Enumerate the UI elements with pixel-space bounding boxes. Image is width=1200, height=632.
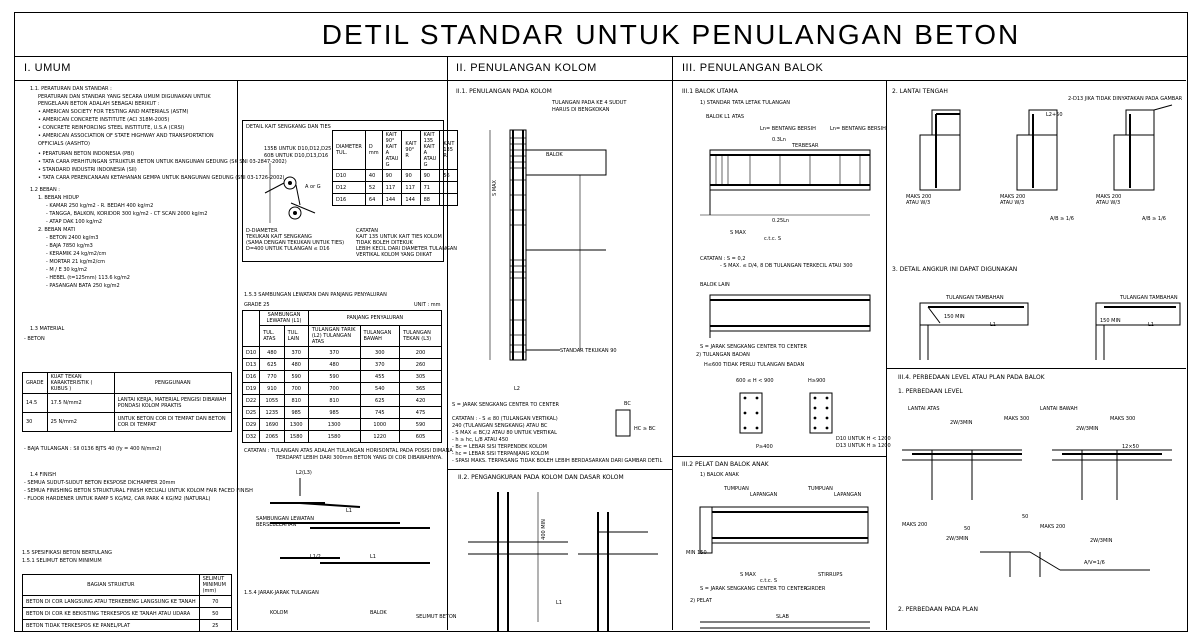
maks300-label: MAKS 300 — [1110, 416, 1136, 422]
smax-label: S MAX — [740, 572, 756, 578]
mati-row: - MORTAR 21 kg/m2/cm — [46, 259, 105, 265]
section-umum: I. UMUM — [24, 62, 71, 74]
atas-label: LANTAI ATAS — [908, 406, 940, 412]
standard-item: • AMERICAN ASSOCIATION OF STATE HIGHWAY AND TRANSPORTATION — [38, 133, 214, 139]
standar-label: 1) STANDAR TATA LETAK TULANGAN — [700, 100, 791, 106]
pelat-label: 2) PELAT — [690, 598, 712, 604]
balok-utama-drawing — [690, 145, 880, 225]
section-kolom: II. PENULANGAN KOLOM — [456, 62, 597, 74]
tumpuan-label: TUMPUAN — [808, 486, 833, 492]
kait-table — [332, 130, 458, 206]
kait-catatan: KAIT 135 UNTUK KAIT TIES KOLOM — [356, 234, 442, 240]
spesifikasi-heading: 1.5 SPESIFIKASI BETON BERTULANG — [22, 550, 112, 556]
grade-table — [22, 372, 232, 432]
lantai-title: 2. LANTAI TENGAH — [892, 88, 948, 95]
l2-label: L2+50 — [1046, 112, 1063, 118]
l2l3-label: L2(L3) — [296, 470, 312, 476]
bc-label: BC — [624, 401, 631, 407]
standard-item: • TATA CARA PERHITUNGAN STRUKTUR BETON UNTUK BANGUNAN GEDUNG (SK SNI 03-2847-2002) — [38, 159, 287, 165]
min150-label: MIN 150 — [686, 550, 707, 556]
jarak-heading: 1.5.4 JARAK-JARAK TULANGAN — [244, 590, 319, 596]
kait-catatan: VERTIKAL KOLOM YANG DIIKAT — [356, 252, 432, 258]
table-cell: 625 — [260, 359, 284, 371]
td: 90 — [420, 170, 440, 182]
d10-label: D13 UNTUK H ≥ 1200 — [836, 443, 891, 449]
anchor-label: A or G — [305, 184, 321, 190]
th: PANJANG PENYALURAN — [308, 311, 441, 326]
kait-catatan: CATATAN — [356, 228, 379, 234]
td: D10 — [333, 170, 366, 182]
l1-label: L1 — [556, 600, 562, 606]
atau-label: ATAU W/3 — [1000, 200, 1025, 206]
peraturan-heading: 1.1. PERATURAN DAN STANDAR : — [30, 86, 112, 92]
l2-label: L2 — [514, 386, 520, 392]
cts-label: c.t.c. S — [760, 578, 777, 584]
table-row — [243, 359, 442, 371]
table-row — [243, 407, 442, 419]
s-jarak: S = JARAK SENGKANG CENTER TO CENTER — [700, 344, 807, 350]
beton-label: - BETON — [24, 336, 45, 342]
h1-label: 600 ≤ H < 900 — [736, 378, 774, 384]
standard-item: • STANDARD INDUSTRI INDONESIA (SII) — [38, 167, 137, 173]
table-cell: D22 — [243, 395, 260, 407]
td: 40 — [365, 170, 382, 182]
th: DIAMETER TUL. — [333, 131, 366, 170]
selimut-table — [22, 574, 232, 632]
angkur-drawing — [892, 295, 1182, 365]
balok-lain-drawing — [690, 290, 880, 340]
td: 56 — [440, 170, 458, 182]
td: D16 — [333, 194, 366, 206]
kolom-elevation — [480, 110, 620, 370]
maks-label: MAKS 200 — [1000, 194, 1026, 200]
table-cell: D19 — [243, 383, 260, 395]
divider-kolom — [447, 469, 672, 470]
level-title: 1. PERBEDAAN LEVEL — [898, 388, 963, 395]
td: 71 — [420, 182, 440, 194]
table-row — [243, 383, 442, 395]
table-cell: 625 — [360, 395, 400, 407]
p400-label: P≥400 — [756, 444, 773, 450]
kolom-catatan: - Bc = LEBAR SISI TERPENDEK KOLOM — [452, 444, 547, 450]
balok-sub2: III.2 PELAT DAN BALOK ANAK — [682, 461, 769, 468]
balok-anak: 1) BALOK ANAK — [700, 472, 739, 478]
balok-label: BALOK — [546, 152, 563, 158]
kolom-catatan: - h ≥ hc, L/8 ATAU 450 — [452, 437, 509, 443]
standard-item: • AMERICAN SOCIETY FOR TESTING AND MATERIALS (ASTM) — [38, 109, 189, 115]
divider-4 — [886, 80, 887, 630]
balok-lain: BALOK LAIN — [700, 282, 730, 288]
girder-label: GIRDER — [806, 586, 826, 592]
table-cell: 745 — [360, 407, 400, 419]
stirrups-label: STIRRUPS — [818, 572, 843, 578]
sambungan-title: 1.5.3 SAMBUNGAN LEWATAN DAN PANJANG PENYALURAN — [244, 292, 387, 298]
balok-l1-atas: BALOK L1 ATAS — [706, 114, 745, 120]
bagian-cell: BETON TIDAK TERKESPOS KE PANEL/PLAT — [23, 620, 200, 632]
header-divider — [14, 80, 1186, 81]
td — [440, 182, 458, 194]
selimut-label: SELIMUT BETON — [416, 614, 457, 620]
lewatan-label: SAMBUNGAN LEWATAN — [256, 516, 314, 522]
balok-sub1: III.1 BALOK UTAMA — [682, 88, 738, 95]
table-cell: D29 — [243, 419, 260, 431]
slab-label: SLAB — [776, 614, 789, 620]
th: TULANGAN BAWAH — [360, 326, 400, 347]
hidup-row: - KAMAR 250 kg/m2 - R. BEDAH 400 kg/m2 — [46, 203, 154, 209]
table-cell: 540 — [360, 383, 400, 395]
table-row — [243, 431, 442, 443]
dim-label: 2W/3MIN — [946, 536, 969, 542]
table-cell: 300 — [360, 347, 400, 359]
min150-label: 150 MIN — [944, 314, 965, 320]
bentang-label: Ln= BENTANG BERSIH — [830, 126, 886, 132]
table-cell: 605 — [400, 431, 442, 443]
table-cell: 910 — [260, 383, 284, 395]
table-cell: 590 — [284, 371, 308, 383]
table-cell: 810 — [308, 395, 360, 407]
kolom-sub1: II.1. PENULANGAN PADA KOLOM — [456, 88, 552, 95]
standar-label: STANDAR TEKUKAN 90 — [560, 348, 617, 354]
penggunaan-cell: LANTAI KERJA, MATERIAL PENGISI DIBAWAH PONDASI KOLOM PRAKTIS — [114, 394, 231, 413]
kolom-catatan: - S MAX ≤ BC/2 ATAU 80 UNTUK VERTIKAL — [452, 430, 557, 436]
kait-legend: D=400 UNTUK TULANGAN ≤ D16 — [246, 246, 330, 252]
hc-label: HC ≥ BC — [634, 426, 656, 432]
table-cell: D32 — [243, 431, 260, 443]
standard-item: • CONCRETE REINFORCING STEEL INSTITUTE, U.S.A (CRSI) — [38, 125, 185, 131]
kolom-sub2: II.2. PENGANGKURAN PADA KOLOM DAN DASAR KOLOM — [458, 474, 624, 481]
table-cell: 1235 — [260, 407, 284, 419]
finish-item: - SEMUA SUDUT-SUDUT BETON EKSPOSE DICHAMFER 20mm — [24, 480, 176, 486]
grade-cell: 30 — [23, 413, 48, 432]
plan-title: 2. PERBEDAAN PADA PLAN — [898, 606, 978, 613]
table-cell: 590 — [308, 371, 360, 383]
th: TULANGAN TEKAN (L3) — [400, 326, 442, 347]
table-cell: 475 — [400, 407, 442, 419]
lantai-note: 2-D13 JIKA TIDAK DINYATAKAN PADA GAMBAR — [1068, 96, 1183, 102]
l1-label: L1 — [1148, 322, 1154, 328]
kait-catatan: TIDAK BOLEH DITEKUK — [356, 240, 413, 246]
table-cell: 200 — [400, 347, 442, 359]
tambahan-label: TULANGAN TAMBAHAN — [1120, 295, 1178, 301]
table-row — [243, 395, 442, 407]
td: 90 — [382, 170, 402, 182]
grade-label: GRADE 25 — [244, 302, 270, 308]
kolom-note: TULANGAN PADA KE 4 SUDUT — [552, 100, 627, 106]
td: 90 — [402, 170, 420, 182]
d10-label: D10 UNTUK H < 1200 — [836, 436, 891, 442]
l1-label: L1 — [346, 508, 352, 514]
smax-label: S MAX — [492, 180, 498, 196]
sheet-title: DETIL STANDAR UNTUK PENULANGAN BETON — [321, 19, 1021, 50]
th: KAIT 135 KAIT A ATAU G — [420, 131, 440, 170]
material-heading: 1.3 MATERIAL — [30, 326, 65, 332]
kait-legend: TEKUKAN KAIT SENGKANG — [246, 234, 312, 240]
table-cell: 1300 — [308, 419, 360, 431]
mati-row: - KERAMIK 24 kg/m2/cm — [46, 251, 107, 257]
penggunaan-header: PENGGUNAAN — [114, 373, 231, 394]
kait-legend: D-DIAMETER — [246, 228, 278, 234]
table-cell: D13 — [243, 359, 260, 371]
th: D mm — [365, 131, 382, 170]
atau-label: ATAU W/3 — [1096, 200, 1121, 206]
td: 64 — [365, 194, 382, 206]
lewatan-label: BERSEBELAHAN — [256, 522, 297, 528]
maks300-label: MAKS 300 — [1004, 416, 1030, 422]
kolom-catatan: CATATAN : - S ≤ 80 (TULANGAN VERTIKAL) — [452, 416, 558, 422]
l1-label: L1 — [370, 554, 376, 560]
level-drawing-2 — [970, 542, 1170, 582]
bentang-label: Ln= BENTANG BERSIH — [760, 126, 816, 132]
td: D12 — [333, 182, 366, 194]
kolom-catatan: - hc = LEBAR SISI TERPANJANG KOLOM — [452, 451, 549, 457]
grade-header: GRADE — [23, 373, 48, 394]
mati-row: - BETON 2400 kg/m3 — [46, 235, 99, 241]
table-row — [243, 371, 442, 383]
kolom-label: KOLOM — [270, 610, 288, 616]
table-cell: 2065 — [260, 431, 284, 443]
dim-label: 2W/3MIN — [1076, 426, 1099, 432]
balok-catatan: - S MAX. ≤ D/4, 8 DB TULANGAN TERKECIL ATAU 300 — [720, 263, 853, 269]
table-row — [243, 347, 442, 359]
kolom-s: S = JARAK SENGKANG CENTER TO CENTER — [452, 402, 559, 408]
l1-label: L1 — [990, 322, 996, 328]
table-cell: 770 — [260, 371, 284, 383]
selimut-cell: 50 — [199, 608, 231, 620]
selimut-cell: 25 — [199, 620, 231, 632]
pengangkuran-drawing — [458, 492, 658, 632]
td: 144 — [402, 194, 420, 206]
min150-label: 150 MIN — [1100, 318, 1121, 324]
maks-label: MAKS 200 — [1096, 194, 1122, 200]
bawah-label: LANTAI BAWAH — [1040, 406, 1078, 412]
kolom-catatan: - SPASI MAKS. TERPASANG TIDAK BOLEH LEBIH BERDASARKAN DARI GAMBAR DETIL — [452, 458, 663, 464]
maks200-label: MAKS 200 — [1040, 524, 1066, 530]
td: 88 — [420, 194, 440, 206]
kait-legend: (SAMA DENGAN TEKUKAN UNTUK TIES) — [246, 240, 345, 246]
h2-label: H≥900 — [808, 378, 826, 384]
dim2-label: 12×50 — [1122, 444, 1139, 450]
maks-label: MAKS 200 — [906, 194, 932, 200]
kolom-note: HARUS DI BENGKOKAN — [552, 107, 610, 113]
lapangan-label: LAPANGAN — [750, 492, 778, 498]
table-cell: 305 — [400, 371, 442, 383]
table-cell: D25 — [243, 407, 260, 419]
th: KAIT 135 R — [440, 131, 458, 170]
bagian-header: BAGIAN STRUKTUR — [23, 575, 200, 596]
bagian-cell: BETON DI COR LANGSUNG ATAU TERKEBENG LANGSUNG KE TANAH — [23, 596, 200, 608]
baja-tulangan: - BAJA TULANGAN : SII 0136 BJTS 40 (fy = 400 N/mm2) — [24, 446, 162, 452]
table-cell: 985 — [284, 407, 308, 419]
th: KAIT 90° R — [402, 131, 420, 170]
standard-item: • AMERICAN CONCRETE INSTITUTE (ACI 318M-2005) — [38, 117, 170, 123]
table-cell: 480 — [284, 359, 308, 371]
maks200-label: MAKS 200 — [902, 522, 928, 528]
pelat-drawing — [690, 620, 880, 630]
td: 117 — [402, 182, 420, 194]
table-cell: 1690 — [260, 419, 284, 431]
penggunaan-cell: UNTUK BETON COR DI TEMPAT DAN BETON COR DI TEMPAT — [114, 413, 231, 432]
kait-title: DETAIL KAIT SENGKANG DAN TIES — [246, 124, 331, 130]
finish-item: - SEMUA FINISHING BETON STRUKTURAL FINISH KECUALI UNTUK KOLOM FAIR FACED FINISH — [24, 488, 253, 494]
smax-label: S MAX — [730, 230, 746, 236]
lantai-tengah-drawing — [892, 100, 1182, 220]
perbedaan-title: III.4. PERBEDAAN LEVEL ATAU PLAN PADA BALOK — [898, 374, 1045, 381]
mati-row: - PASANGAN BATA 250 kg/m2 — [46, 283, 120, 289]
table-cell: 370 — [284, 347, 308, 359]
cts-label: c.t.c. S — [764, 236, 781, 242]
title-block — [14, 12, 1188, 57]
table-cell: 370 — [360, 359, 400, 371]
finish-heading: 1.4 FINISH — [30, 472, 57, 478]
selimut-header: SELIMUT MINIMUM (mm) — [199, 575, 231, 596]
hidup-row: - TANGGA, BALKON, KORIDOR 300 kg/m2 - CT SCAN 2000 kg/m2 — [46, 211, 208, 217]
sambungan-catatan: TERDAPAT LEBIH DARI 300mm BETON YANG DI COR DIBAWAHNYA. — [276, 455, 443, 461]
unit-label: UNIT : mm — [414, 302, 441, 308]
beban-heading: 1.2 BEBAN : — [30, 187, 60, 193]
kuat-cell: 17.5 N/mm2 — [47, 394, 114, 413]
standard-item: • PERATURAN BETON INDONESIA (PBI) — [38, 151, 135, 157]
table-cell: 1580 — [308, 431, 360, 443]
kuat-header: KUAT TEKAN KARAKTERISTIK ( KUBUS ) — [47, 373, 114, 394]
av-label: A/V=1/6 — [1084, 560, 1105, 566]
s-jarak: S = JARAK SENGKANG CENTER TO CENTER — [700, 586, 807, 592]
th: SAMBUNGAN LEWATAN (L1) — [260, 311, 309, 326]
td — [440, 194, 458, 206]
level-drawing — [892, 430, 1182, 510]
bagian-cell: BETON DI COR KE BEKISTING TERKESPOS KE TANAH ATAU UDARA — [23, 608, 200, 620]
balok-catatan: CATATAN : S = 0,2 — [700, 256, 746, 262]
table-row — [243, 419, 442, 431]
th — [243, 311, 260, 347]
sambungan-catatan: CATATAN : TULANGAN ATAS ADALAH TULANGAN HORISONTAL PADA POSISI DIMANA — [244, 448, 453, 454]
table-cell: 420 — [400, 395, 442, 407]
td: 144 — [382, 194, 402, 206]
balok-anak-drawing — [690, 502, 880, 562]
ab-label: A/B ≥ 1/6 — [1050, 216, 1074, 222]
beban-mati: 2. BEBAN MATI — [38, 227, 76, 233]
table-cell: D10 — [243, 347, 260, 359]
table-cell: 455 — [360, 371, 400, 383]
section-box — [606, 400, 666, 440]
kait-hook-drawing — [255, 163, 325, 223]
h-note: H≤600 TIDAK PERLU TULANGAN BADAN — [704, 362, 805, 368]
tumpuan-label: TUMPUAN — [724, 486, 749, 492]
intro-line-1: PERATURAN DAN STANDAR YANG SECARA UMUM DIGUNAKAN UNTUK — [38, 94, 211, 100]
table-cell: D16 — [243, 371, 260, 383]
balok-label: BALOK — [370, 610, 387, 616]
sambungan-table — [242, 310, 442, 443]
kait-catatan: LEBIH KECIL DARI DIAMETER TULANGAN — [356, 246, 458, 252]
table-cell: 480 — [308, 359, 360, 371]
table-cell: 590 — [400, 419, 442, 431]
th: TUL. ATAS — [260, 326, 284, 347]
ab-label: A/B ≥ 1/6 — [1142, 216, 1166, 222]
th: TUL. LAIN — [284, 326, 308, 347]
val50-label: 50 — [964, 526, 971, 532]
grade-cell: 14.5 — [23, 394, 48, 413]
td: 52 — [365, 182, 382, 194]
divider-balok — [672, 456, 886, 457]
kait-note: 135B UNTUK D10,D12,D25 — [264, 146, 332, 152]
standard-item: • TATA CARA PERENCANAAN KETAHANAN GEMPA UNTUK BANGUNAN GEDUNG (SNI 03-1726-2002) — [38, 175, 285, 181]
table-cell: 985 — [308, 407, 360, 419]
table-cell: 370 — [308, 347, 360, 359]
intro-line-2: PENGELAAN BETON ADALAH SEBAGAI BERIKUT : — [38, 101, 160, 107]
lapangan-label: LAPANGAN — [834, 492, 862, 498]
terbesar-label: TERBESAR — [792, 143, 819, 149]
divider-lantai — [886, 368, 1186, 369]
table-cell: 1055 — [260, 395, 284, 407]
kolom-catatan: 240 (TULANGAN SENGKANG) ATAU BC — [452, 423, 548, 429]
table-cell: 260 — [400, 359, 442, 371]
d02-label: 0.25Ln — [772, 218, 790, 224]
selimut-cell: 70 — [199, 596, 231, 608]
divider-3 — [672, 56, 673, 630]
beban-hidup: 1. BEBAN HIDUP — [38, 195, 79, 201]
standard-item: OFFICIALS (AASHTO) — [38, 141, 90, 147]
tambahan-label: TULANGAN TAMBAHAN — [946, 295, 1004, 301]
th: TULANGAN TARIK (L2) TULANGAN ATAS — [308, 326, 360, 347]
l12-label: L1/2 — [310, 554, 321, 560]
mati-row: - M / E 30 kg/m2 — [46, 267, 88, 273]
table-cell: 480 — [260, 347, 284, 359]
table-cell: 1220 — [360, 431, 400, 443]
table-cell: 1580 — [284, 431, 308, 443]
table-cell: 1300 — [284, 419, 308, 431]
atau-label: ATAU W/3 — [906, 200, 931, 206]
table-cell: 810 — [284, 395, 308, 407]
tulangan-badan: 2) TULANGAN BADAN — [696, 352, 750, 358]
hidup-row: - ATAP DAK 100 kg/m2 — [46, 219, 103, 225]
table-cell: 1000 — [360, 419, 400, 431]
section-balok: III. PENULANGAN BALOK — [682, 62, 824, 74]
th: KAIT 90° KAIT A ATAU G — [382, 131, 402, 170]
table-cell: 365 — [400, 383, 442, 395]
kait-note: 60B UNTUK D10,D13,D16 — [264, 153, 329, 159]
kuat-cell: 25 N/mm2 — [47, 413, 114, 432]
min-label: 400 MIN — [540, 519, 547, 540]
dim-label: 2W/3MIN — [1090, 538, 1113, 544]
selimut-heading: 1.5.1 SELIMUT BETON MINIMUM — [22, 558, 102, 564]
mati-row: - BAJA 7850 kg/m3 — [46, 243, 93, 249]
table-cell: 700 — [284, 383, 308, 395]
finish-item: - FLOOR HARDENER UNTUK RAMP 5 KG/M2, CAR PARK 4 KG/M2 (NATURAL) — [24, 496, 211, 502]
angkur-title: 3. DETAIL ANGKUR INI DAPAT DIGUNAKAN — [892, 266, 1018, 273]
table-cell: 700 — [308, 383, 360, 395]
dim-label: 2W/3MIN — [950, 420, 973, 426]
mati-row: - HEBEL (t=125mm) 113.6 kg/m2 — [46, 275, 130, 281]
d03-label: 0.3Ln — [772, 137, 786, 143]
td: 117 — [382, 182, 402, 194]
val50-label: 50 — [1022, 514, 1029, 520]
